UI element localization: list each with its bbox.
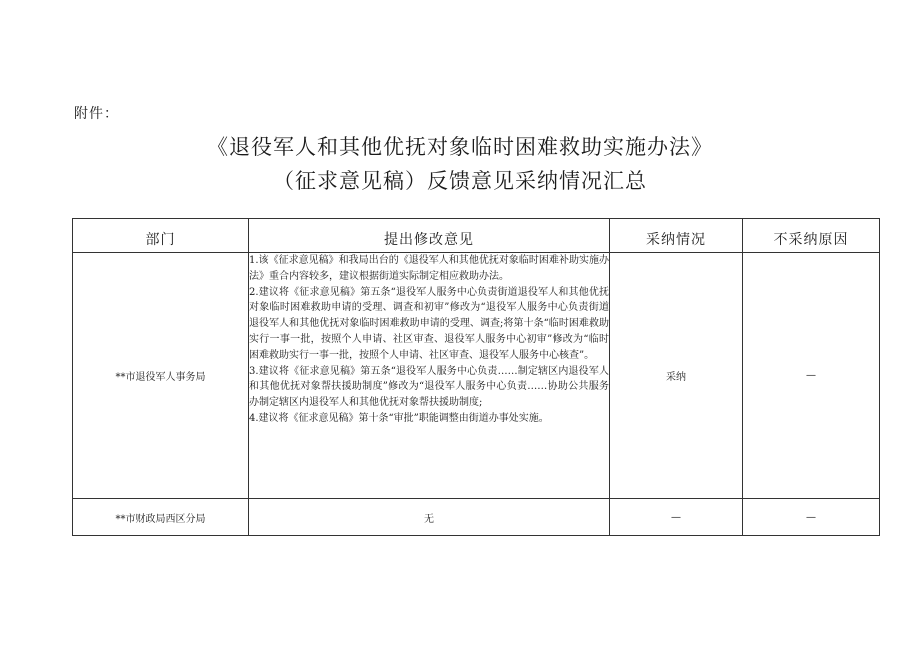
header-adoption: 采纳情况 [610, 219, 743, 253]
document-title-line-1: 《退役军人和其他优抚对象临时困难救助实施办法》 [207, 135, 713, 159]
opinion-item-1: 1.该《征求意见稿》和我局出台的《退役军人和其他优抚对象临时困难补助实施办法》重合内容较多，建议根据街道实际制定相应救助办法。 [249, 255, 609, 282]
feedback-summary-table [72, 218, 880, 536]
opinion-item-4: 4.建议将《征求意见稿》第十条“审批”职能调整由街道办事处实施。 [249, 412, 549, 424]
adoption-cell: 采纳 [610, 253, 743, 499]
reason-cell: — [743, 253, 880, 499]
table-row [73, 253, 880, 499]
dept-cell: **市财政局西区分局 [73, 499, 249, 536]
opinion-item-2: 2.建议将《征求意见稿》第五条“退役军人服务中心负责街道退役军人和其他优抚对象临时困难救助申请的受理、调查和初审”修改为“退役军人服务中心负责街道退役军人和其他优抚对象临时困难救助申请的受理、调查;将第十条“临时困难救助实行一事一批，按照个人申请、社区审查、退役军人服务中心初审”修改为“临时困难救助实行一事一批，按照个人申请、社区审查、退役军人服务中心核查”。 [249, 286, 609, 361]
dept-cell: **市退役军人事务局 [73, 253, 249, 499]
opinion-cell: 无 [249, 499, 610, 536]
table-header-row [73, 219, 880, 253]
reason-cell: — [743, 499, 880, 536]
opinion-cell [249, 253, 610, 499]
header-opinion: 提出修改意见 [249, 219, 610, 253]
document-title-line-2: （征求意见稿）反馈意见采纳情况汇总 [273, 169, 647, 193]
header-reason: 不采纳原因 [743, 219, 880, 253]
table-row [73, 499, 880, 536]
header-dept: 部门 [73, 219, 249, 253]
opinion-item-3: 3.建议将《征求意见稿》第五条“退役军人服务中心负责……制定辖区内退役军人和其他优抚对象帮扶援助制度”修改为“退役军人服务中心负责……协助公共服务办制定辖区内退役军人和其他优抚对象帮扶援助制度; [249, 365, 609, 409]
attachment-label: 附件： [74, 106, 119, 122]
adoption-cell: — [610, 499, 743, 536]
